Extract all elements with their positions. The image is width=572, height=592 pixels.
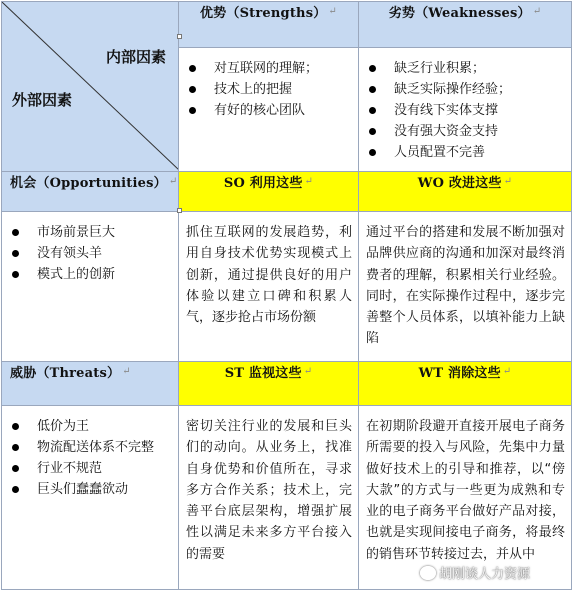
watermark [420, 563, 530, 582]
st-header-cell [179, 362, 359, 406]
wt-strategy-text: 在初期阶段避开直接开展电子商务所需要的投入与风险，先集中力量做好技术上的引导和推荐，以“傍大款”的方式与一些更为成熟和专业的电子商务平台做好产品对接，也就是实现间接电子商务，将最终的销售环节转接过去，并从中 [366, 419, 565, 562]
paragraph-mark-icon: ↵ [303, 366, 313, 377]
list-item: 市场前景巨大 [12, 222, 178, 243]
paragraph-mark-icon: ↵ [168, 176, 178, 187]
list-item: 模式上的创新 [12, 264, 178, 285]
opportunities-list [2, 212, 178, 285]
wo-header: WO 改进这些 [417, 176, 502, 191]
list-item: 有好的核心团队 [189, 100, 358, 121]
strengths-cell [179, 48, 359, 172]
list-item: 没有强大资金支持 [369, 121, 571, 142]
opportunities-cell [2, 212, 179, 362]
list-item: 人员配置不完善 [369, 142, 571, 163]
weaknesses-cell [359, 48, 572, 172]
wo-strategy-cell [359, 212, 572, 362]
external-factors-label: 外部因素 [12, 91, 73, 109]
list-item: 对互联网的理解； [189, 58, 358, 79]
paragraph-mark-icon: ↵ [502, 366, 512, 377]
so-strategy-text: 抓住互联网的发展趋势，利用自身技术优势实现模式上创新，通过提供良好的用户体验以建立口碑和积累人气，逐步抢占市场份额 [186, 225, 352, 326]
list-item: 行业不规范 [12, 458, 178, 479]
wechat-icon [420, 566, 436, 580]
st-strategy-cell [179, 406, 359, 590]
paragraph-mark-icon: ↵ [532, 6, 542, 17]
threats-cell [2, 406, 179, 590]
threats-header-cell [2, 362, 179, 406]
threats-list [2, 406, 178, 500]
table-anchor-icon [177, 208, 182, 213]
internal-factors-label: 内部因素 [106, 48, 167, 66]
st-header: ST 监视这些 [224, 366, 302, 381]
list-item: 没有线下实体支撑 [369, 100, 571, 121]
strengths-header: 优势（Strengths） [199, 6, 327, 21]
paragraph-mark-icon: ↵ [328, 6, 338, 17]
strengths-header-cell [179, 2, 359, 48]
threats-header: 威胁（Threats） [10, 366, 121, 381]
strengths-list [179, 48, 358, 121]
opportunities-header: 机会（Opportunities） [10, 176, 167, 191]
weaknesses-list [359, 48, 571, 163]
corner-diagonal [2, 2, 179, 170]
list-item: 缺乏实际操作经验； [369, 79, 571, 100]
watermark-text: 胡刚谈人力资源 [439, 567, 531, 582]
wt-strategy-cell [359, 406, 572, 590]
list-item: 巨头们蠢蠢欲动 [12, 479, 178, 500]
wt-header: WT 消除这些 [418, 366, 501, 381]
so-header: SO 利用这些 [223, 176, 303, 191]
st-strategy-text: 密切关注行业的发展和巨头们的动向。从业务上，找准自身优势和价值所在，寻求多方合作关系；技术上，完善平台底层架构，增强扩展性以满足未来多方平台接入的需要 [186, 419, 352, 562]
opportunities-header-cell [2, 172, 179, 212]
weaknesses-header-cell [359, 2, 572, 48]
weaknesses-header: 劣势（Weaknesses） [388, 6, 531, 21]
so-strategy-cell [179, 212, 359, 362]
wt-header-cell [359, 362, 572, 406]
wo-header-cell [359, 172, 572, 212]
paragraph-mark-icon: ↵ [503, 176, 513, 187]
swot-table [1, 1, 572, 590]
list-item: 技术上的把握 [189, 79, 358, 100]
corner-cell [2, 2, 179, 172]
paragraph-mark-icon: ↵ [122, 366, 131, 377]
so-header-cell [179, 172, 359, 212]
list-item: 物流配送体系不完整 [12, 437, 178, 458]
wo-strategy-text: 通过平台的搭建和发展不断加强对品牌供应商的沟通和加深对最终消费者的理解，积累相关行业经验。同时，在实际操作过程中，逐步完善整个人员体系，以填补能力上缺陷 [366, 225, 565, 347]
table-anchor-icon [177, 34, 182, 39]
paragraph-mark-icon: ↵ [304, 176, 314, 187]
list-item: 缺乏行业积累； [369, 58, 571, 79]
list-item: 低价为王 [12, 416, 178, 437]
list-item: 没有领头羊 [12, 243, 178, 264]
